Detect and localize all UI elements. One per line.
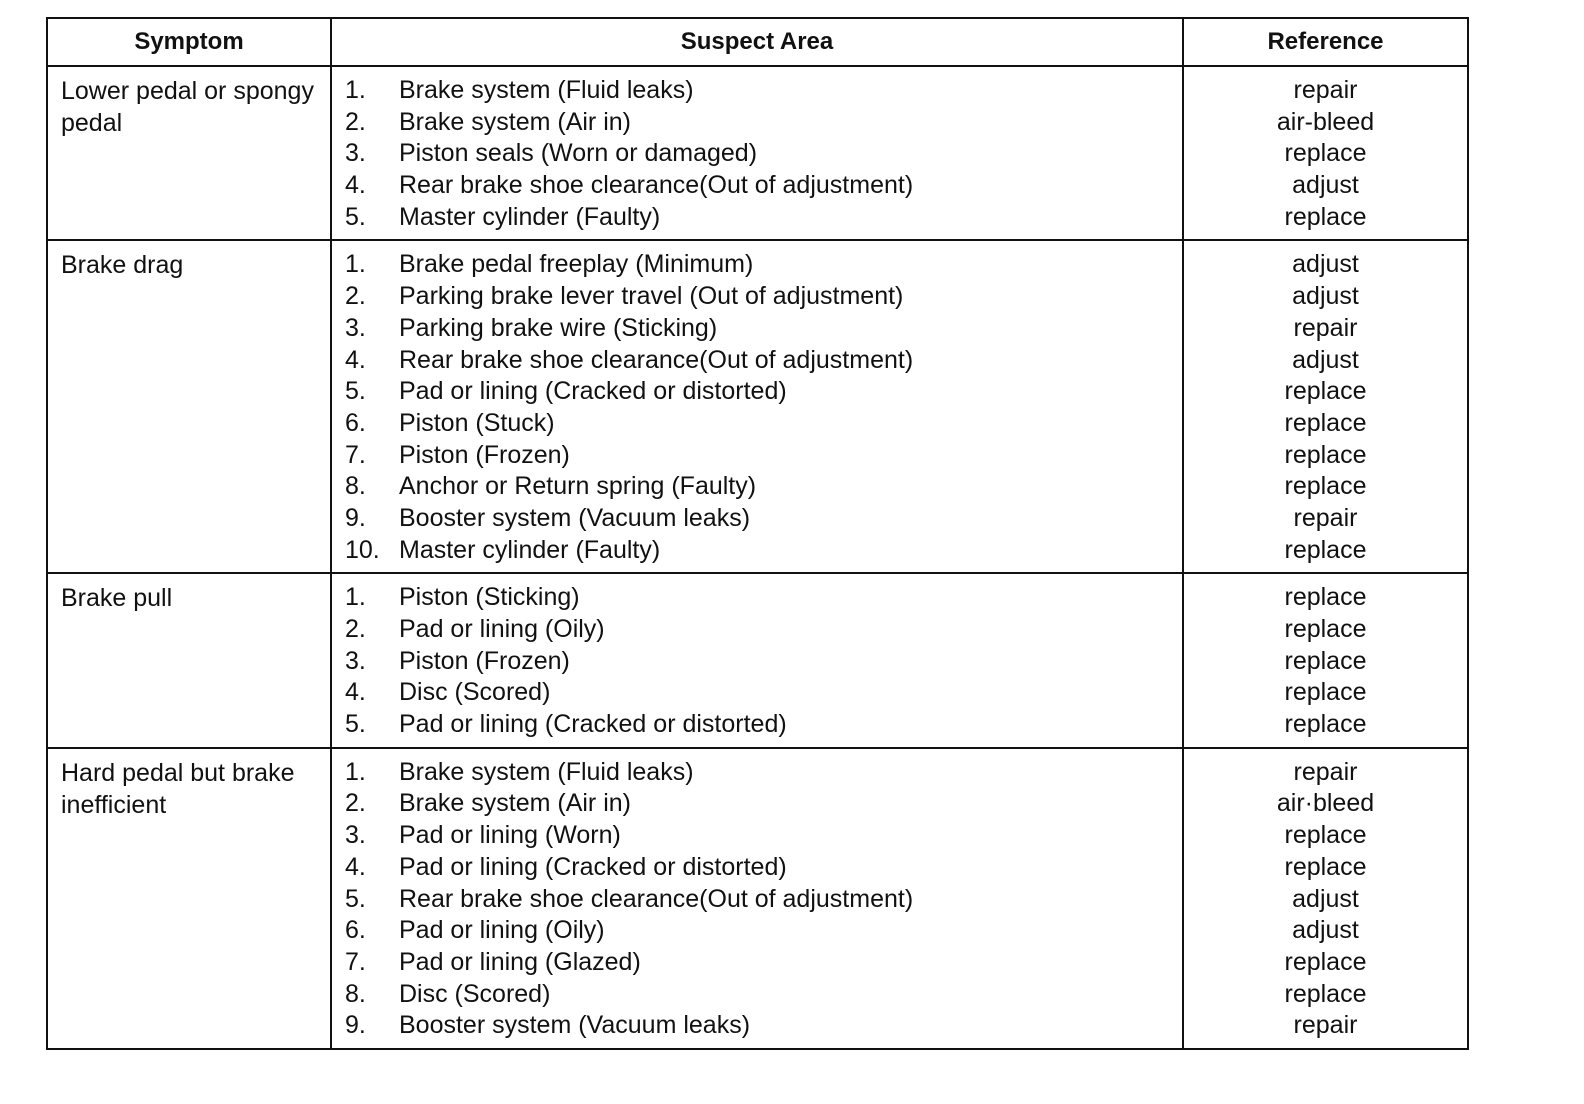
reference-value: replace bbox=[1284, 408, 1367, 437]
suspect-area-item bbox=[345, 503, 1182, 535]
reference-value: repair bbox=[1293, 757, 1358, 786]
table-row bbox=[47, 66, 1468, 240]
reference-value: replace bbox=[1284, 852, 1367, 881]
troubleshooting-table bbox=[46, 17, 1469, 1050]
item-text: Piston (Frozen) bbox=[399, 646, 570, 675]
item-text: Pad or lining (Worn) bbox=[399, 821, 621, 850]
reference-value: replace bbox=[1284, 947, 1367, 976]
symptom-cell: Hard pedal but brake inefficient bbox=[47, 748, 331, 1049]
reference-cell bbox=[1183, 66, 1468, 240]
item-number: 4. bbox=[345, 345, 366, 374]
suspect-area-cell bbox=[331, 748, 1183, 1049]
item-number: 3. bbox=[345, 821, 366, 850]
reference-value: repair bbox=[1293, 313, 1358, 342]
reference-value: replace bbox=[1284, 678, 1367, 707]
item-text: Disc (Scored) bbox=[399, 678, 551, 707]
symptom-cell: Brake drag bbox=[47, 240, 331, 573]
item-number: 7. bbox=[345, 440, 366, 469]
suspect-area-item bbox=[345, 820, 1182, 852]
item-text: Brake pedal freeplay (Minimum) bbox=[399, 250, 754, 279]
table-body bbox=[47, 66, 1468, 1049]
item-text: Disc (Scored) bbox=[399, 979, 551, 1008]
reference-value: replace bbox=[1284, 472, 1367, 501]
item-number: 10. bbox=[345, 535, 380, 564]
item-number: 4. bbox=[345, 171, 366, 200]
item-number: 5. bbox=[345, 710, 366, 739]
reference-value: repair bbox=[1293, 1011, 1358, 1040]
item-text: Master cylinder (Faulty) bbox=[399, 535, 661, 564]
reference-value: adjust bbox=[1292, 282, 1359, 311]
item-text: Rear brake shoe clearance(Out of adjustment) bbox=[399, 884, 914, 913]
item-text: Pad or lining (Glazed) bbox=[399, 947, 641, 976]
suspect-area-cell bbox=[331, 573, 1183, 747]
suspect-area-item bbox=[345, 471, 1182, 503]
suspect-area-item bbox=[345, 947, 1182, 979]
item-number: 6. bbox=[345, 916, 366, 945]
item-text: Master cylinder (Faulty) bbox=[399, 202, 661, 231]
reference-value: adjust bbox=[1292, 345, 1359, 374]
item-text: Booster system (Vacuum leaks) bbox=[399, 1011, 751, 1040]
item-number: 5. bbox=[345, 377, 366, 406]
item-text: Booster system (Vacuum leaks) bbox=[399, 503, 751, 532]
suspect-area-item bbox=[345, 1010, 1182, 1042]
header-row bbox=[47, 18, 1468, 66]
item-number: 8. bbox=[345, 472, 366, 501]
reference-value: air·bleed bbox=[1276, 789, 1375, 818]
suspect-area-item bbox=[345, 281, 1182, 313]
item-text: Pad or lining (Oily) bbox=[399, 916, 605, 945]
item-text: Pad or lining (Oily) bbox=[399, 615, 605, 643]
reference-value: repair bbox=[1293, 76, 1358, 104]
table-row bbox=[47, 240, 1468, 573]
suspect-area-item bbox=[345, 107, 1182, 139]
reference-value: adjust bbox=[1292, 171, 1359, 200]
suspect-area-item bbox=[345, 376, 1182, 408]
reference-value: replace bbox=[1284, 535, 1367, 564]
suspect-area-item bbox=[345, 709, 1182, 741]
item-number: 3. bbox=[345, 139, 366, 168]
item-text: Piston (Frozen) bbox=[399, 440, 570, 469]
item-number: 2. bbox=[345, 789, 366, 818]
reference-value: air-bleed bbox=[1276, 107, 1375, 136]
item-text: Anchor or Return spring (Faulty) bbox=[399, 472, 757, 501]
table-row bbox=[47, 748, 1468, 1049]
reference-cell bbox=[1183, 748, 1468, 1049]
item-number: 2. bbox=[345, 615, 366, 643]
reference-cell bbox=[1183, 573, 1468, 747]
item-number: 1. bbox=[345, 76, 366, 104]
reference-cell bbox=[1183, 240, 1468, 573]
reference-value: replace bbox=[1284, 583, 1367, 612]
reference-value: replace bbox=[1284, 979, 1367, 1008]
item-number: 3. bbox=[345, 646, 366, 675]
item-text: Pad or lining (Cracked or distorted) bbox=[399, 377, 787, 406]
item-number: 9. bbox=[345, 503, 366, 532]
suspect-area-cell bbox=[331, 240, 1183, 573]
item-number: 6. bbox=[345, 408, 366, 437]
suspect-area-item bbox=[345, 170, 1182, 202]
reference-value: replace bbox=[1284, 710, 1367, 739]
suspect-area-item bbox=[345, 788, 1182, 820]
item-number: 1. bbox=[345, 250, 366, 279]
item-number: 2. bbox=[345, 107, 366, 136]
table-row bbox=[47, 573, 1468, 747]
header-suspect-area: Suspect Area bbox=[331, 18, 1183, 66]
suspect-area-item bbox=[345, 313, 1182, 345]
item-text: Pad or lining (Cracked or distorted) bbox=[399, 852, 787, 881]
suspect-area-item bbox=[345, 138, 1182, 170]
reference-value: replace bbox=[1284, 821, 1367, 850]
suspect-area-item bbox=[345, 915, 1182, 947]
reference-value: adjust bbox=[1292, 884, 1359, 913]
item-text: Parking brake lever travel (Out of adjustment) bbox=[399, 282, 904, 311]
item-number: 9. bbox=[345, 1011, 366, 1040]
suspect-area-item bbox=[345, 757, 1182, 789]
item-text: Rear brake shoe clearance(Out of adjustment) bbox=[399, 345, 914, 374]
item-number: 4. bbox=[345, 678, 366, 707]
suspect-area-item bbox=[345, 202, 1182, 234]
suspect-area-item bbox=[345, 249, 1182, 281]
reference-value: replace bbox=[1284, 646, 1367, 675]
reference-value: replace bbox=[1284, 202, 1367, 231]
item-number: 4. bbox=[345, 852, 366, 881]
reference-value: replace bbox=[1284, 615, 1367, 643]
item-number: 3. bbox=[345, 313, 366, 342]
header-symptom: Symptom bbox=[47, 18, 331, 66]
item-number: 5. bbox=[345, 884, 366, 913]
suspect-area-cell bbox=[331, 66, 1183, 240]
item-number: 1. bbox=[345, 583, 366, 612]
item-number: 5. bbox=[345, 202, 366, 231]
item-text: Brake system (Fluid leaks) bbox=[399, 757, 694, 786]
reference-value: replace bbox=[1284, 139, 1367, 168]
symptom-cell: Lower pedal or spongy pedal bbox=[47, 66, 331, 240]
item-number: 7. bbox=[345, 947, 366, 976]
item-number: 2. bbox=[345, 282, 366, 311]
item-text: Brake system (Air in) bbox=[399, 107, 631, 136]
suspect-area-item bbox=[345, 979, 1182, 1011]
suspect-area-item bbox=[345, 884, 1182, 916]
suspect-area-item bbox=[345, 535, 1182, 567]
suspect-area-item bbox=[345, 75, 1182, 107]
item-text: Brake system (Air in) bbox=[399, 789, 631, 818]
item-text: Piston (Sticking) bbox=[399, 583, 580, 612]
item-text: Pad or lining (Cracked or distorted) bbox=[399, 710, 787, 739]
suspect-area-item bbox=[345, 614, 1182, 646]
item-text: Brake system (Fluid leaks) bbox=[399, 76, 694, 104]
suspect-area-item bbox=[345, 440, 1182, 472]
suspect-area-item bbox=[345, 677, 1182, 709]
reference-value: repair bbox=[1293, 503, 1358, 532]
item-text: Piston seals (Worn or damaged) bbox=[399, 139, 758, 168]
suspect-area-item bbox=[345, 345, 1182, 377]
item-number: 8. bbox=[345, 979, 366, 1008]
reference-value: replace bbox=[1284, 377, 1367, 406]
reference-value: adjust bbox=[1292, 916, 1359, 945]
item-text: Parking brake wire (Sticking) bbox=[399, 313, 718, 342]
reference-value: replace bbox=[1284, 440, 1367, 469]
header-reference: Reference bbox=[1183, 18, 1468, 66]
item-text: Piston (Stuck) bbox=[399, 408, 555, 437]
item-number: 1. bbox=[345, 757, 366, 786]
item-text: Rear brake shoe clearance(Out of adjustment) bbox=[399, 171, 914, 200]
suspect-area-item bbox=[345, 408, 1182, 440]
suspect-area-item bbox=[345, 582, 1182, 614]
suspect-area-item bbox=[345, 852, 1182, 884]
symptom-cell: Brake pull bbox=[47, 573, 331, 747]
suspect-area-item bbox=[345, 646, 1182, 678]
reference-value: adjust bbox=[1292, 250, 1359, 279]
